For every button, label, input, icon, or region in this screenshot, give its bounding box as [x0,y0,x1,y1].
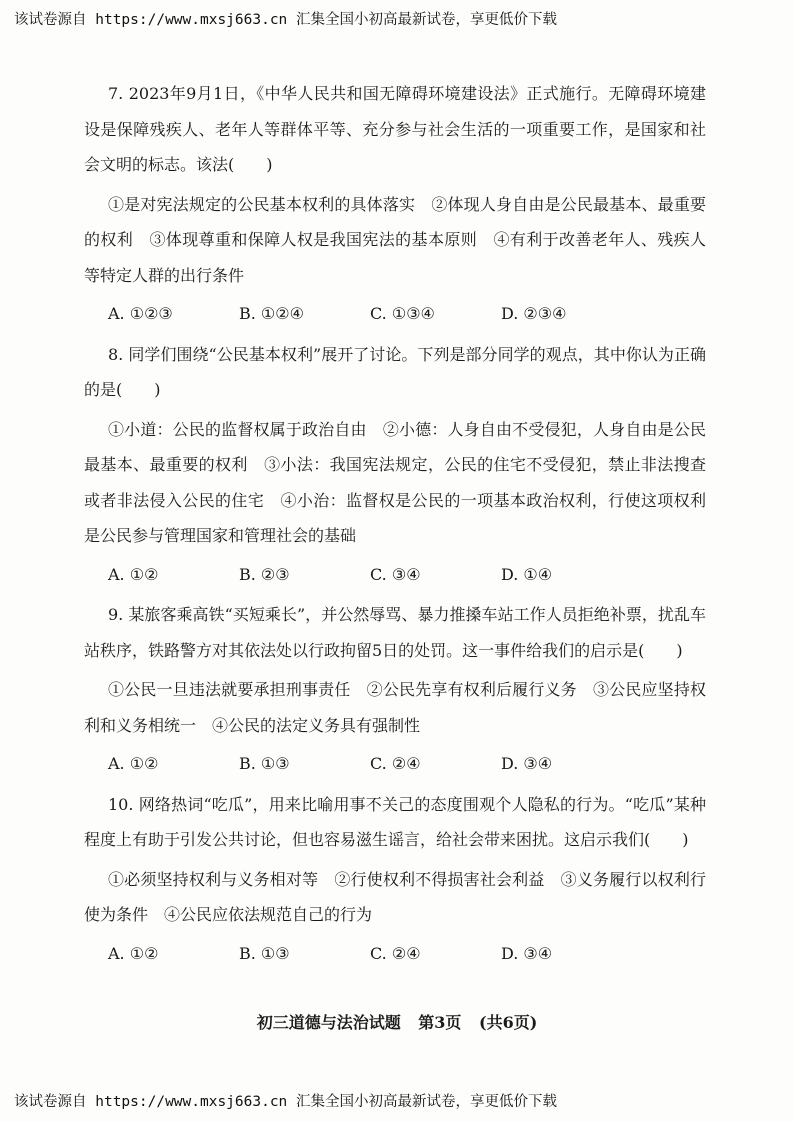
option-d: D. ②③④ [501,304,567,323]
question-statements: ①是对宪法规定的公民基本权利的具体落实 ②体现人身自由是公民最基本、最重要的权利 ③体现尊重和保障人权是我国宪法的基本原则 ④有利于改善老年人、残疾人等特定人群的出行条件 [84,194,706,285]
option-b: B. ①③ [239,754,290,773]
answer-options [108,296,706,332]
question-statements: ①必须坚持权利与义务相对等 ②行使权利不得损害社会利益 ③义务履行以权利行使为条件 ④公民应依法规范自己的行为 [84,869,706,924]
option-b: B. ①②④ [239,304,304,323]
option-c: C. ②④ [370,943,421,963]
page-footer [0,1010,794,1033]
option-c: C. ①③④ [370,304,435,323]
option-b: B. ①③ [239,943,290,963]
exam-page [84,76,706,976]
page-number: 第3页 [418,1013,462,1032]
question-stem: 7. 2023年9月1日，《中华人民共和国无障碍环境建设法》正式施行。无障碍环境建设是保障残疾人、老年人等群体平等、充分参与社会生活的一项重要工作，是国家和社会文明的标志。该法( ) [84,84,706,174]
option-d: D. ③④ [501,943,553,963]
question-7 [84,76,706,332]
option-d: D. ③④ [501,754,553,773]
question-9 [84,597,706,782]
option-c: C. ②④ [370,754,421,773]
option-a: A. ①② [108,564,159,584]
option-a: A. ①② [108,943,159,963]
question-10 [84,787,706,972]
answer-options [108,936,706,972]
page-total: (共6页) [479,1013,538,1032]
answer-options [108,746,706,782]
option-b: B. ②③ [239,564,290,584]
exam-title: 初三道德与法治试题 [256,1013,401,1032]
question-stem: 9. 某旅客乘高铁“买短乘长”，并公然辱骂、暴力推搡车站工作人员拒绝补票，扰乱车站秩序，铁路警方对其依法处以行政拘留5日的处罚。这一事件给我们的启示是( ) [84,605,706,660]
question-statements: ①公民一旦违法就要承担刑事责任 ②公民先享有权利后履行义务 ③公民应坚持权利和义务相统一 ④公民的法定义务具有强制性 [84,680,706,735]
question-stem: 10. 网络热词“吃瓜”，用来比喻用事不关己的态度围观个人隐私的行为。“吃瓜”某种程度上有助于引发公共讨论，但也容易滋生谣言，给社会带来困扰。这启示我们( ) [84,794,706,849]
option-d: D. ①④ [501,564,553,584]
question-statements: ①小道：公民的监督权属于政治自由 ②小德：人身自由不受侵犯，人身自由是公民最基本、最重要的权利 ③小法：我国宪法规定，公民的住宅不受侵犯，禁止非法搜查或者非法侵入公民的住宅 ④小治：监督权是公民的一项基本政治权利，行使这项权利是公民参与管理国家和管理社会的基础 [84,419,706,545]
source-banner-top: 该试卷源自 https://www.mxsj663.cn 汇集全国小初高最新试卷，享更低价下载 [14,12,558,28]
source-banner-bottom: 该试卷源自 https://www.mxsj663.cn 汇集全国小初高最新试卷，享更低价下载 [14,1094,558,1110]
option-a: A. ①② [108,754,159,773]
option-a: A. ①②③ [108,304,173,323]
option-c: C. ③④ [370,564,421,584]
question-stem: 8. 同学们围绕“公民基本权利”展开了讨论。下列是部分同学的观点，其中你认为正确的是( ) [84,344,706,399]
question-8 [84,337,706,593]
answer-options [108,557,706,593]
